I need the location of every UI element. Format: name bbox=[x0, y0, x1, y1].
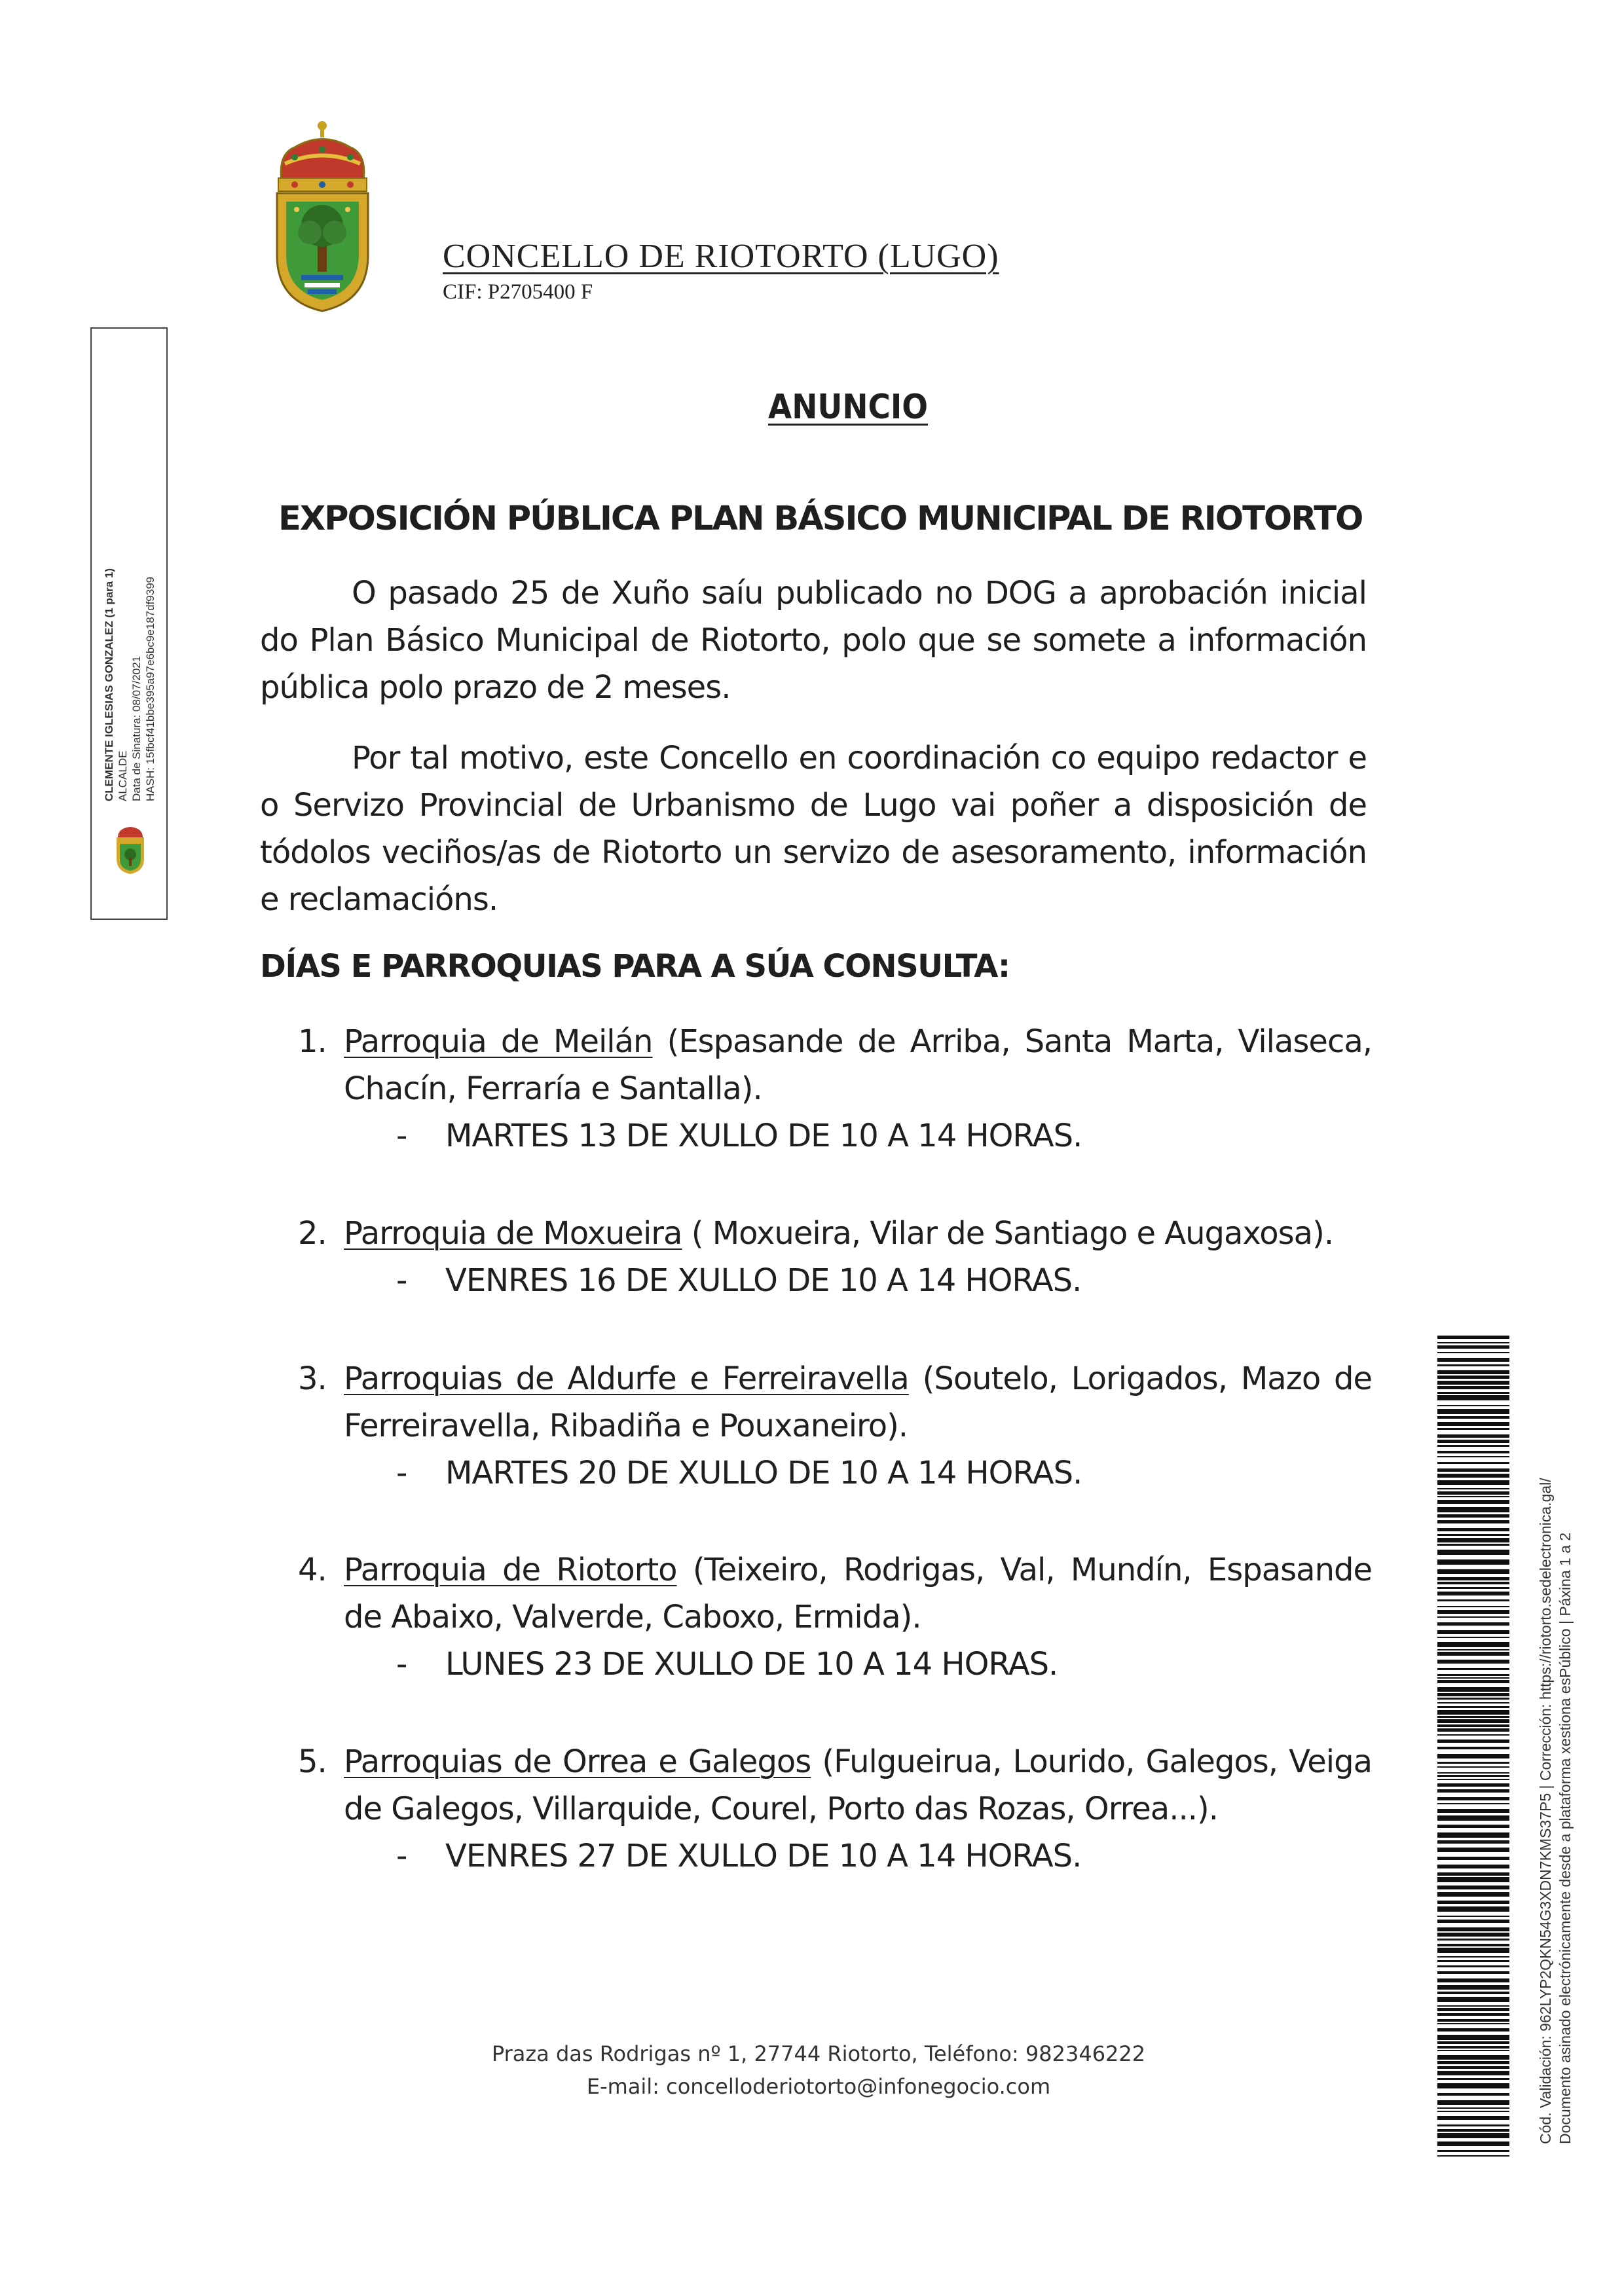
barcode-bar bbox=[1437, 1520, 1509, 1523]
barcode-bar bbox=[1437, 2141, 1509, 2146]
barcode-bar bbox=[1437, 1772, 1509, 1774]
barcode-bar bbox=[1437, 1610, 1509, 1614]
barcode-bar bbox=[1437, 1569, 1509, 1574]
barcode-bar bbox=[1437, 1978, 1509, 1982]
barcode-bar bbox=[1437, 1892, 1509, 1897]
barcode-bar bbox=[1437, 1728, 1509, 1732]
barcode-bar bbox=[1437, 1550, 1509, 1555]
footer bbox=[0, 2037, 1624, 2103]
barcode-bar bbox=[1437, 2111, 1509, 2112]
barcode-bar bbox=[1437, 1762, 1509, 1764]
barcode-bar bbox=[1437, 1766, 1509, 1768]
barcode-bar bbox=[1437, 1783, 1509, 1787]
signature-stamp-text bbox=[102, 409, 157, 801]
barcode-bar bbox=[1437, 1622, 1509, 1626]
barcode-bar bbox=[1437, 1680, 1509, 1683]
barcode-bar bbox=[1437, 1702, 1509, 1704]
barcode-bar bbox=[1437, 2083, 1509, 2088]
list-item bbox=[298, 1355, 1372, 1497]
paragraph-1-text: O pasado 25 de Xuño saíu publicado no DOG a aprobación inicial do Plan Básico Municipal de Riotorto, polo que se somete a información pública polo prazo de 2 meses. bbox=[260, 575, 1367, 706]
barcode-bar bbox=[1437, 1500, 1509, 1504]
barcode-bar bbox=[1437, 1740, 1509, 1743]
parish-name: Parroquias de Aldurfe e Ferreiravella bbox=[344, 1360, 909, 1397]
barcode-bar bbox=[1437, 1848, 1509, 1852]
barcode-bar bbox=[1437, 2035, 1509, 2040]
list-dash: - bbox=[396, 1838, 407, 1874]
barcode-bar bbox=[1437, 1544, 1509, 1546]
barcode-bar bbox=[1437, 2013, 1509, 2016]
barcode-bar bbox=[1437, 1514, 1509, 1518]
barcode-bar bbox=[1437, 1336, 1509, 1339]
item-number: 3. bbox=[298, 1360, 327, 1397]
parish-places: ( Moxueira, Vilar de Santiago e Augaxosa). bbox=[682, 1215, 1334, 1252]
barcode-bar bbox=[1437, 1754, 1509, 1758]
section-heading: DÍAS E PARROQUIAS PARA A SÚA CONSULTA: bbox=[260, 948, 1010, 985]
barcode-bar bbox=[1437, 1956, 1509, 1958]
barcode-bar bbox=[1437, 1710, 1509, 1715]
barcode-bar bbox=[1437, 1803, 1509, 1804]
parish-places: (Teixeiro, Rodrigas, Val, Mundín, Espasande de Abaixo, Valverde, Caboxo, Ermida). bbox=[344, 1552, 1372, 1635]
barcode-bar bbox=[1437, 1960, 1509, 1962]
paragraph-2 bbox=[260, 735, 1367, 923]
document-subtitle: EXPOSICIÓN PÚBLICA PLAN BÁSICO MUNICIPAL DE RIOTORTO bbox=[278, 500, 1363, 538]
barcode-bar bbox=[1437, 1668, 1509, 1670]
barcode-bar bbox=[1437, 2133, 1509, 2138]
item-schedule: MARTES 13 DE XULLO DE 10 A 14 HORAS. bbox=[445, 1118, 1082, 1154]
barcode-bar bbox=[1437, 1474, 1509, 1478]
barcode-bar bbox=[1437, 1698, 1509, 1700]
list-dash: - bbox=[396, 1455, 407, 1491]
item-schedule: VENRES 16 DE XULLO DE 10 A 14 HORAS. bbox=[445, 1262, 1082, 1299]
footer-address: Praza das Rodrigas nº 1, 27744 Riotorto, Teléfono: 982346222 bbox=[491, 2041, 1146, 2066]
barcode-bar bbox=[1437, 1642, 1509, 1647]
barcode-bar bbox=[1437, 1971, 1509, 1974]
barcode-bar bbox=[1437, 1997, 1509, 2002]
barcode-bar bbox=[1437, 1906, 1509, 1912]
barcode-bar bbox=[1437, 1480, 1509, 1485]
validation-text bbox=[1536, 1437, 1575, 2144]
barcode-bar bbox=[1437, 1825, 1509, 1828]
barcode-bar bbox=[1437, 1706, 1509, 1708]
barcode-bar bbox=[1437, 1352, 1509, 1353]
signer-name: CLEMENTE IGLESIAS GONZALEZ (1 para 1) bbox=[103, 568, 115, 801]
item-number: 2. bbox=[298, 1215, 327, 1252]
barcode-bar bbox=[1437, 1797, 1509, 1800]
barcode-bar bbox=[1437, 1674, 1509, 1676]
parish-places: (Soutelo, Lorigados, Mazo de Ferreiravella, Ribadiña e Pouxaneiro). bbox=[344, 1360, 1372, 1444]
list-item bbox=[298, 1210, 1372, 1304]
barcode-bar bbox=[1437, 2071, 1509, 2075]
signer-role: ALCALDE bbox=[117, 750, 129, 801]
barcode-bar bbox=[1437, 1416, 1509, 1419]
barcode-bar bbox=[1437, 1342, 1509, 1343]
barcode-bar bbox=[1437, 1840, 1509, 1844]
barcode-bar bbox=[1437, 2046, 1509, 2049]
barcode-bar bbox=[1437, 1927, 1509, 1931]
barcode-bar bbox=[1437, 1577, 1509, 1580]
barcode-bar bbox=[1437, 1649, 1509, 1650]
barcode-bar bbox=[1437, 1832, 1509, 1838]
barcode-bar bbox=[1437, 2107, 1509, 2109]
barcode-bar bbox=[1437, 1395, 1509, 1400]
barcode-bar bbox=[1437, 1877, 1509, 1882]
paragraph-1 bbox=[260, 570, 1367, 711]
barcode-bar bbox=[1437, 1660, 1509, 1664]
barcode-bar bbox=[1437, 1944, 1509, 1946]
list-item bbox=[298, 1018, 1372, 1159]
barcode-bar bbox=[1437, 1747, 1509, 1749]
validation-line-2: Documento asinado electrónicamente desde a plataforma xestiona esPúblico | Páxina 1 a 2 bbox=[1557, 1532, 1574, 2144]
barcode-bar bbox=[1437, 2061, 1509, 2064]
barcode-bar bbox=[1437, 1488, 1509, 1489]
parish-places: (Fulgueirua, Lourido, Galegos, Veiga de Galegos, Villarquide, Courel, Porto das Rozas, Orrea...). bbox=[344, 1743, 1372, 1827]
barcode-bar bbox=[1437, 1933, 1509, 1937]
barcode-bar bbox=[1437, 1456, 1509, 1457]
barcode-bar bbox=[1437, 1809, 1509, 1813]
barcode-bar bbox=[1437, 1779, 1509, 1780]
paragraph-2-text: Por tal motivo, este Concello en coordinación co equipo redactor e o Servizo Provincial de Urbanismo de Lugo vai poñer a disposición de tódolos veciños/as de Riotorto un servizo de asesoramento, información e reclamacións. bbox=[260, 740, 1367, 918]
barcode-bar bbox=[1437, 1491, 1509, 1495]
barcode-bar bbox=[1437, 1440, 1509, 1443]
barcode-bar bbox=[1437, 1381, 1509, 1385]
barcode-icon bbox=[1437, 1336, 1509, 2160]
barcode-bar bbox=[1437, 1587, 1509, 1589]
barcode-bar bbox=[1437, 2150, 1509, 2152]
barcode-bar bbox=[1437, 1534, 1509, 1536]
barcode-bar bbox=[1437, 1901, 1509, 1904]
barcode-bar bbox=[1437, 2155, 1509, 2157]
barcode-bar bbox=[1437, 1376, 1509, 1379]
parish-name: Parroquia de Meilán bbox=[344, 1023, 653, 1060]
barcode-bar bbox=[1437, 2023, 1509, 2024]
barcode-bar bbox=[1437, 2116, 1509, 2120]
barcode-bar bbox=[1437, 2093, 1509, 2096]
list-item bbox=[298, 1738, 1372, 1880]
barcode-bar bbox=[1437, 1559, 1509, 1565]
barcode-bar bbox=[1437, 2100, 1509, 2105]
barcode-bar bbox=[1437, 1789, 1509, 1793]
item-schedule: MARTES 20 DE XULLO DE 10 A 14 HORAS. bbox=[445, 1455, 1082, 1491]
barcode-bar bbox=[1437, 1358, 1509, 1362]
coat-of-arms-icon bbox=[265, 118, 380, 314]
barcode-bar bbox=[1437, 1865, 1509, 1868]
barcode-bar bbox=[1437, 1886, 1509, 1889]
barcode-bar bbox=[1437, 1719, 1509, 1723]
barcode-bar bbox=[1437, 1451, 1509, 1453]
barcode-bar bbox=[1437, 1687, 1509, 1692]
list-dash: - bbox=[396, 1118, 407, 1154]
barcode-bar bbox=[1437, 1507, 1509, 1512]
coat-of-arms-small-icon bbox=[113, 823, 148, 875]
list-dash: - bbox=[396, 1646, 407, 1683]
barcode-bar bbox=[1437, 1370, 1509, 1374]
barcode-bar bbox=[1437, 1468, 1509, 1472]
item-number: 5. bbox=[298, 1743, 327, 1780]
barcode-bar bbox=[1437, 1434, 1509, 1438]
barcode-bar bbox=[1437, 1445, 1509, 1447]
barcode-bar bbox=[1437, 1582, 1509, 1584]
organization-cif: CIF: P2705400 F bbox=[443, 280, 593, 304]
barcode-bar bbox=[1437, 1724, 1509, 1727]
barcode-bar bbox=[1437, 1599, 1509, 1601]
item-schedule: LUNES 23 DE XULLO DE 10 A 14 HORAS. bbox=[445, 1646, 1058, 1683]
barcode-bar bbox=[1437, 1652, 1509, 1656]
barcode-bar bbox=[1437, 2019, 1509, 2022]
validation-block bbox=[1526, 1444, 1585, 2151]
barcode-bar bbox=[1437, 1939, 1509, 1941]
barcode-bar bbox=[1437, 1916, 1509, 1917]
barcode-bar bbox=[1437, 1392, 1509, 1394]
barcode-bar bbox=[1437, 1496, 1509, 1497]
barcode-bar bbox=[1437, 2078, 1509, 2080]
barcode-bar bbox=[1437, 1606, 1509, 1607]
barcode-bar bbox=[1437, 1616, 1509, 1618]
barcode-bar bbox=[1437, 2041, 1509, 2044]
barcode-bar bbox=[1437, 1528, 1509, 1531]
barcode-bar bbox=[1437, 1637, 1509, 1638]
barcode-bar bbox=[1437, 1872, 1509, 1876]
barcode-bar bbox=[1437, 1677, 1509, 1679]
signature-hash: HASH: 15fbcf41bbe395a97e6bc9e187df9399 bbox=[144, 576, 157, 801]
document-title: ANUNCIO bbox=[768, 388, 928, 427]
barcode-bar bbox=[1437, 1992, 1509, 1994]
barcode-bar bbox=[1437, 2066, 1509, 2069]
barcode-bar bbox=[1437, 1592, 1509, 1595]
barcode-bar bbox=[1437, 2008, 1509, 2011]
barcode-bar bbox=[1437, 1409, 1509, 1414]
barcode-bar bbox=[1437, 1630, 1509, 1634]
barcode-bar bbox=[1437, 1538, 1509, 1542]
barcode-bar bbox=[1437, 1815, 1509, 1821]
barcode-bar bbox=[1437, 2028, 1509, 2032]
footer-email: E-mail: concelloderiotorto@infonegocio.com bbox=[586, 2074, 1051, 2099]
barcode-bar bbox=[1437, 1857, 1509, 1860]
parish-places: (Espasande de Arriba, Santa Marta, Vilaseca, Chacín, Ferraría e Santalla). bbox=[344, 1023, 1372, 1107]
parish-name: Parroquias de Orrea e Galegos bbox=[344, 1743, 811, 1780]
barcode-bar bbox=[1437, 1965, 1509, 1967]
barcode-bar bbox=[1437, 1734, 1509, 1736]
item-schedule: VENRES 27 DE XULLO DE 10 A 14 HORAS. bbox=[445, 1838, 1082, 1874]
barcode-bar bbox=[1437, 2055, 1509, 2060]
validation-line-1: Cód. Validación: 962LYP2QKN54G3XDN7KMS37P5 | Corrección: https://riotorto.sedelectronica.gal/ bbox=[1537, 1478, 1554, 2144]
list-item bbox=[298, 1546, 1372, 1688]
barcode-bar bbox=[1437, 1948, 1509, 1953]
barcode-bar bbox=[1437, 2005, 1509, 2007]
barcode-bar bbox=[1437, 2050, 1509, 2051]
barcode-bar bbox=[1437, 1364, 1509, 1366]
barcode-bar bbox=[1437, 2124, 1509, 2126]
signature-date: Data de Sinatura: 08/07/2021 bbox=[130, 655, 143, 801]
barcode-bar bbox=[1437, 1985, 1509, 1990]
item-number: 1. bbox=[298, 1023, 327, 1060]
barcode-bar bbox=[1437, 1422, 1509, 1426]
barcode-bar bbox=[1437, 1693, 1509, 1696]
list-dash: - bbox=[396, 1262, 407, 1299]
barcode-bar bbox=[1437, 1405, 1509, 1406]
item-number: 4. bbox=[298, 1552, 327, 1588]
barcode-bar bbox=[1437, 1386, 1509, 1389]
parish-name: Parroquia de Moxueira bbox=[344, 1215, 682, 1252]
organization-name: CONCELLO DE RIOTORTO (LUGO) bbox=[443, 238, 999, 275]
barcode-bar bbox=[1437, 1345, 1509, 1349]
barcode-bar bbox=[1437, 1716, 1509, 1718]
barcode-bar bbox=[1437, 1920, 1509, 1923]
barcode-bar bbox=[1437, 1775, 1509, 1777]
barcode-bar bbox=[1437, 1462, 1509, 1464]
barcode-bar bbox=[1437, 1428, 1509, 1430]
barcode-bar bbox=[1437, 2129, 1509, 2132]
parish-name: Parroquia de Riotorto bbox=[344, 1552, 677, 1588]
